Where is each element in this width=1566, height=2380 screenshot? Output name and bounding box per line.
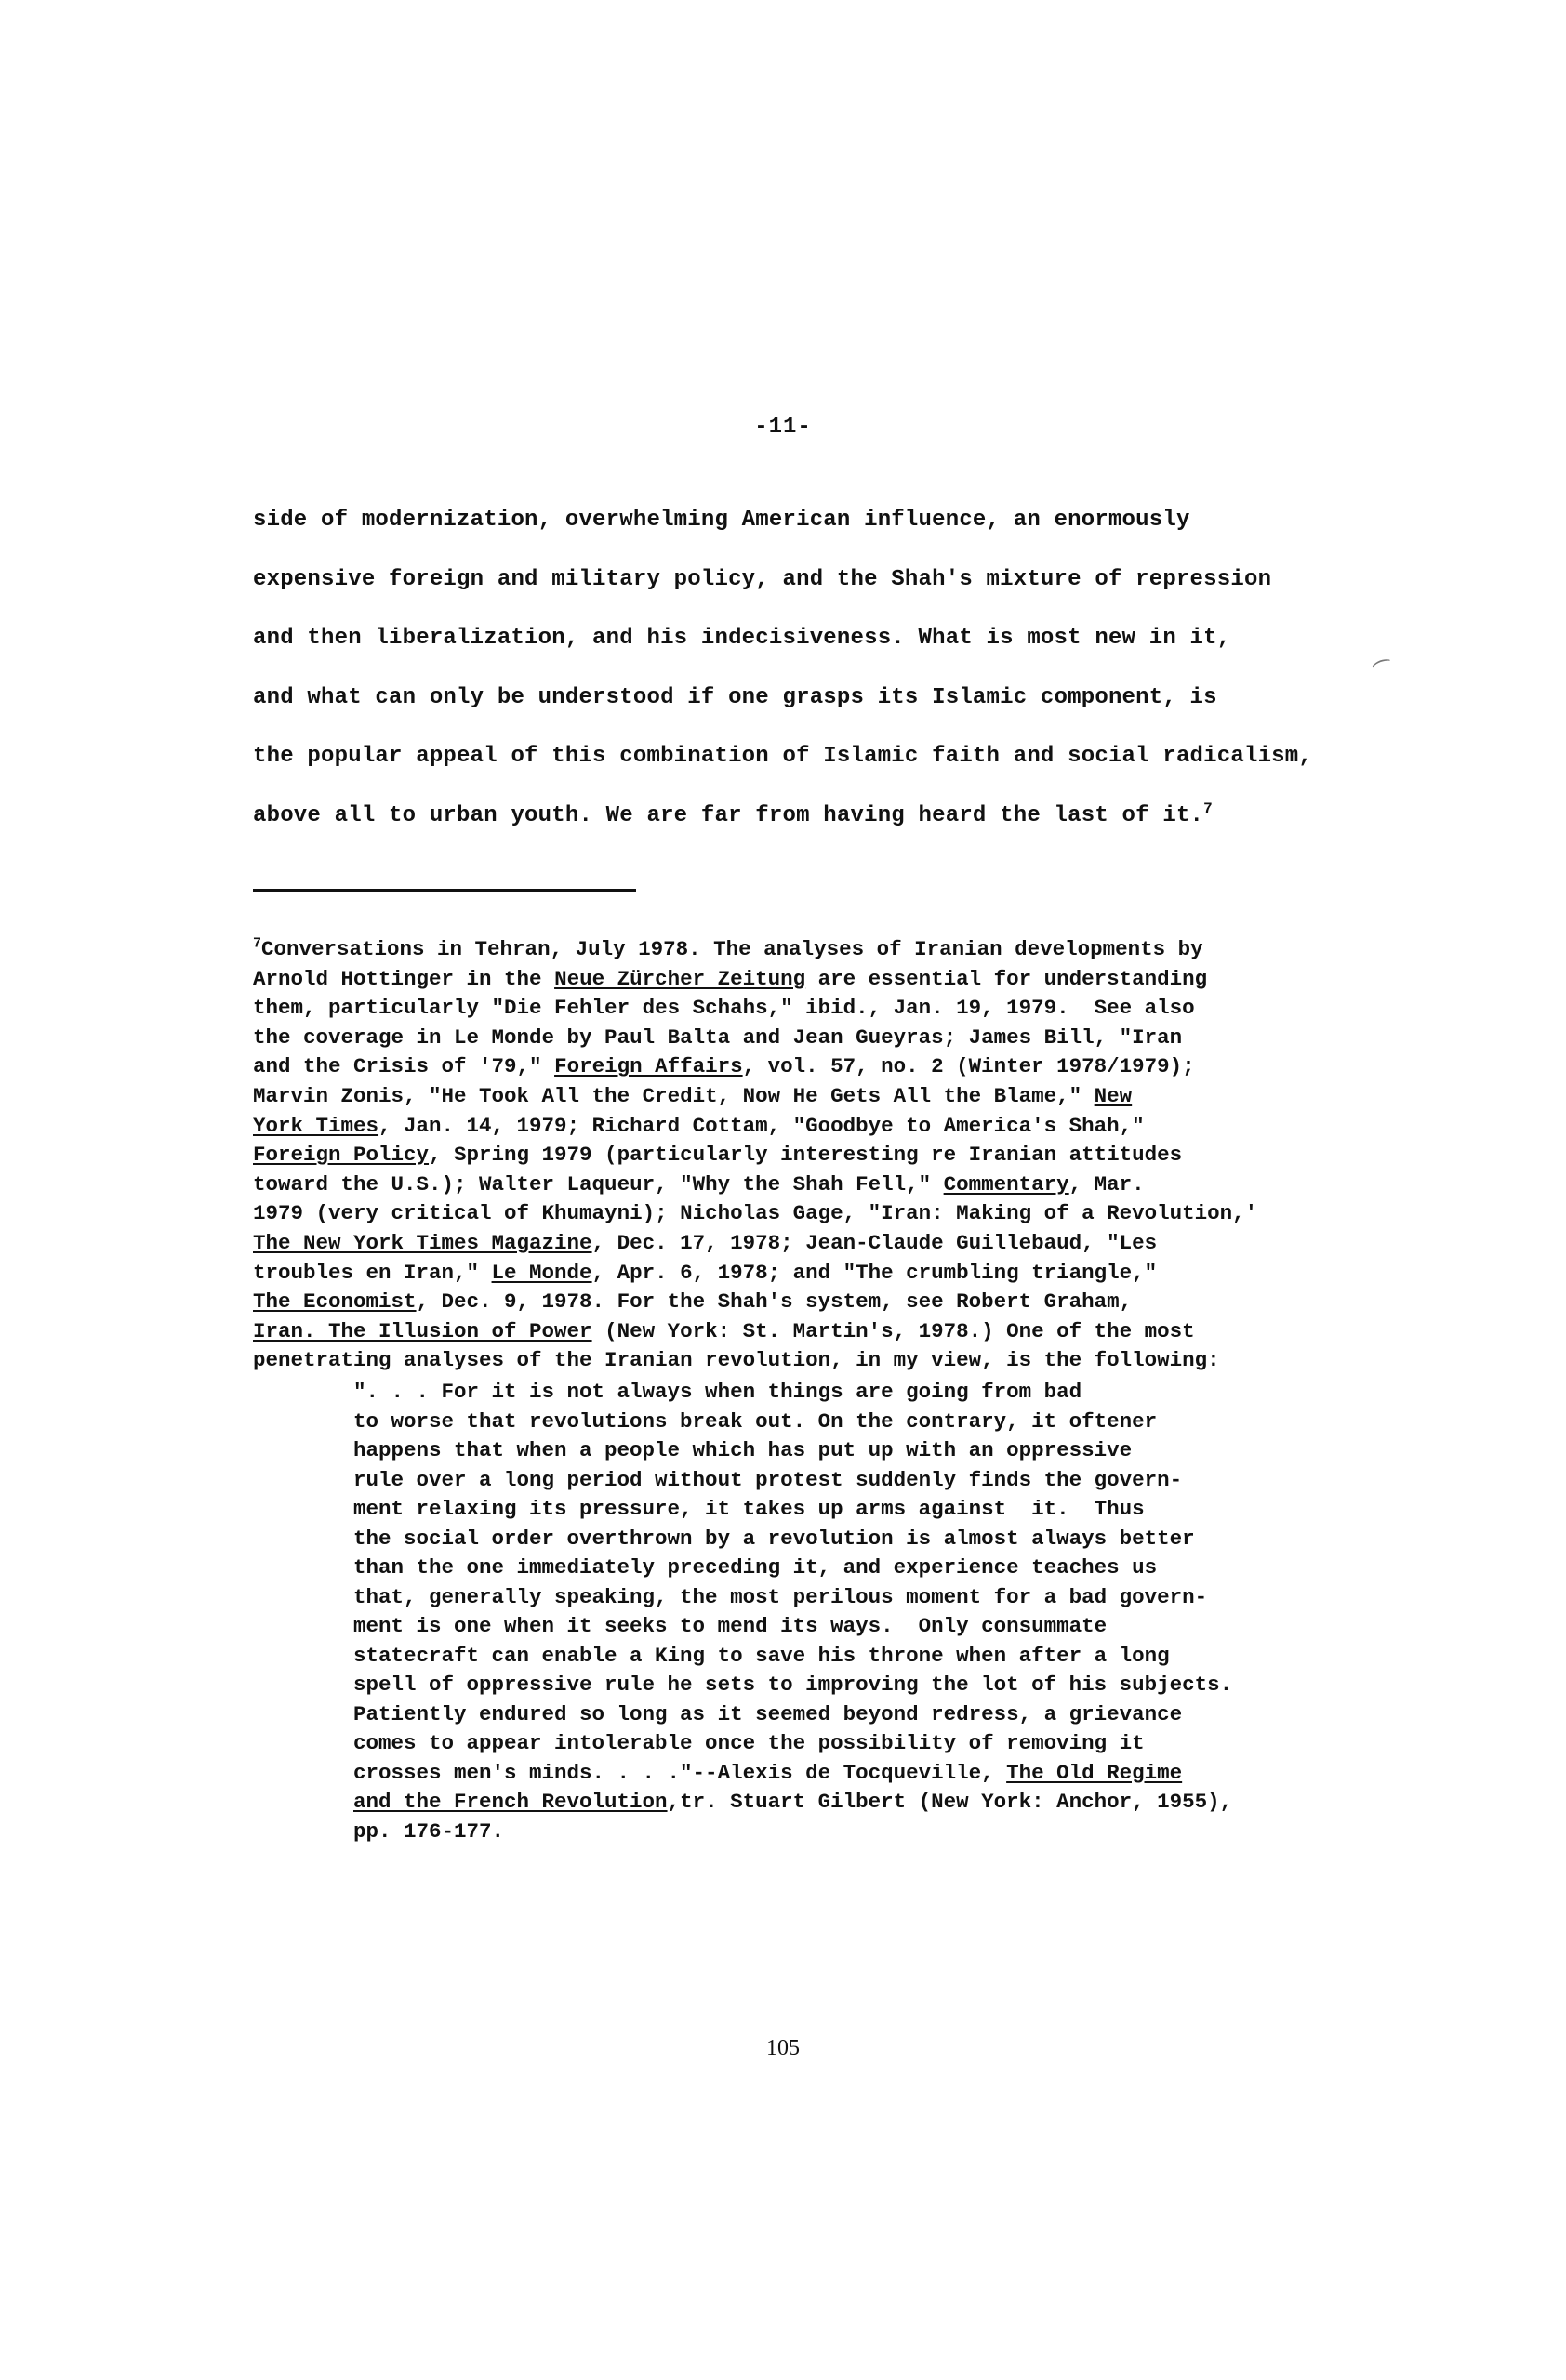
- footnote-line: [253, 1170, 1499, 1200]
- quote-line: pp. 176-177.: [353, 1818, 505, 1844]
- footnote-separator: [253, 889, 636, 892]
- footnote-text: , vol. 57, no. 2 (Winter 1978/1979);: [742, 1054, 1195, 1079]
- footnote-line: the coverage in Le Monde by Paul Balta and Jean Gueyras; James Bill, "Iran: [253, 1025, 1183, 1050]
- footnote-text: Arnold Hottinger in the: [253, 966, 555, 991]
- body-line: side of modernization, overwhelming American influence, an enormously: [253, 508, 1190, 533]
- quote-line: than the one immediately preceding it, and experience teaches us: [353, 1555, 1158, 1580]
- page-number: 105: [766, 2036, 800, 2060]
- footnote-line: [253, 1052, 1499, 1082]
- footnote-line: penetrating analyses of the Iranian revolution, in my view, is the following:: [253, 1348, 1220, 1373]
- body-line-text: above all to urban youth. We are far from having heard the last of it.: [253, 802, 1204, 828]
- citation-title: The Old Regime: [1006, 1760, 1183, 1785]
- quote-line: [353, 1788, 1506, 1818]
- quote-line: rule over a long period without protest suddenly finds the govern-: [353, 1467, 1183, 1492]
- footnote-line: [253, 935, 1499, 965]
- footnote-text: , Spring 1979 (particularly interesting re Iranian attitudes: [429, 1143, 1183, 1168]
- footnote-text: toward the U.S.); Walter Laqueur, "Why the Shah Fell,": [253, 1171, 944, 1197]
- citation-title: Neue Zürcher Zeitung: [554, 966, 806, 991]
- citation-title: Le Monde: [491, 1260, 592, 1285]
- body-line: expensive foreign and military policy, and the Shah's mixture of repression: [253, 566, 1272, 592]
- footnote-line: [253, 965, 1499, 995]
- quote-line: comes to appear intolerable once the possibility of removing it: [353, 1731, 1145, 1755]
- citation-title: and the French Revolution: [353, 1790, 668, 1814]
- citation-title: Foreign Policy: [253, 1143, 430, 1168]
- footnote-line: [253, 1259, 1499, 1289]
- footnote-line: them, particularly "Die Fehler des Schahs," ibid., Jan. 19, 1979. See also: [253, 996, 1195, 1021]
- footnote-text: , Dec. 9, 1978. For the Shah's system, see Robert Graham,: [416, 1289, 1133, 1315]
- footnote-text: troubles en Iran,": [253, 1260, 492, 1285]
- footnote-text: , Mar.: [1068, 1171, 1145, 1197]
- quote-line: statecraft can enable a King to save his throne when after a long: [353, 1643, 1170, 1668]
- footnote-line: [253, 1112, 1499, 1142]
- footnote-line: 1979 (very critical of Khumayni); Nicholas Gage, "Iran: Making of a Revolution,': [253, 1201, 1258, 1226]
- citation-title: New: [1094, 1083, 1133, 1108]
- citation-title: The New York Times Magazine: [253, 1230, 592, 1255]
- citation-title: York Times: [253, 1113, 379, 1138]
- quote-line: ment is one when it seeks to mend its ways. Only consummate: [353, 1614, 1108, 1638]
- quote-line: to worse that revolutions break out. On the contrary, it oftener: [353, 1408, 1158, 1434]
- footnote-text: are essential for understanding: [805, 966, 1208, 991]
- footnote-line: [253, 1141, 1499, 1170]
- footnote: [253, 935, 1499, 1376]
- footnote-reference: 7: [1203, 800, 1213, 817]
- body-line: the popular appeal of this combination of Islamic faith and social radicalism,: [253, 744, 1312, 769]
- citation-title: Foreign Affairs: [554, 1054, 743, 1079]
- footnote-text: , Dec. 17, 1978; Jean-Claude Guillebaud, "Les: [591, 1230, 1158, 1255]
- body-line: and what can only be understood if one grasps its Islamic component, is: [253, 684, 1217, 710]
- footnote-text: and the Crisis of '79,": [253, 1054, 555, 1079]
- footnote-text: (New York: St. Martin's, 1978.) One of the most: [591, 1318, 1195, 1343]
- body-paragraph: [253, 491, 1406, 845]
- quote-line: that, generally speaking, the most perilous moment for a bad govern-: [353, 1584, 1208, 1609]
- stray-pen-mark: ⁀: [1373, 657, 1397, 686]
- block-quote: [353, 1378, 1506, 1846]
- footnote-line: [253, 1288, 1499, 1317]
- body-line: and then liberalization, and his indecisiveness. What is most new in it,: [253, 626, 1231, 651]
- footnote-line: [253, 1082, 1499, 1112]
- quote-line: ". . . For it is not always when things are going from bad: [353, 1380, 1082, 1404]
- citation-title: The Economist: [253, 1289, 417, 1315]
- citation-title: Commentary: [943, 1171, 1069, 1197]
- footnote-text: Marvin Zonis, "He Took All the Credit, Now He Gets All the Blame,": [253, 1083, 1095, 1108]
- quote-text: ,tr. Stuart Gilbert (New York: Anchor, 1955),: [667, 1790, 1233, 1814]
- quote-line: Patiently endured so long as it seemed beyond redress, a grievance: [353, 1701, 1183, 1726]
- quote-line: [353, 1759, 1506, 1789]
- footnote-text: , Apr. 6, 1978; and "The crumbling triangle,": [591, 1260, 1158, 1285]
- page-label: -11-: [754, 415, 812, 440]
- footnote-text: Conversations in Tehran, July 1978. The analyses of Iranian developments by: [261, 937, 1203, 961]
- quote-text: crosses men's minds. . . ."--Alexis de Tocqueville,: [353, 1760, 1007, 1785]
- citation-title: Iran. The Illusion of Power: [253, 1318, 592, 1343]
- quote-line: the social order overthrown by a revolution is almost always better: [353, 1526, 1195, 1551]
- footnote-line: [253, 1317, 1499, 1347]
- quote-line: ment relaxing its pressure, it takes up arms against it. Thus: [353, 1497, 1145, 1521]
- footnote-marker: 7: [253, 935, 262, 952]
- quote-line: happens that when a people which has put up with an oppressive: [353, 1438, 1133, 1462]
- footnote-line: [253, 1229, 1499, 1259]
- footnote-text: , Jan. 14, 1979; Richard Cottam, "Goodbye to America's Shah,": [378, 1113, 1145, 1138]
- quote-line: spell of oppressive rule he sets to improving the lot of his subjects.: [353, 1673, 1233, 1697]
- body-line-last: [253, 787, 1406, 846]
